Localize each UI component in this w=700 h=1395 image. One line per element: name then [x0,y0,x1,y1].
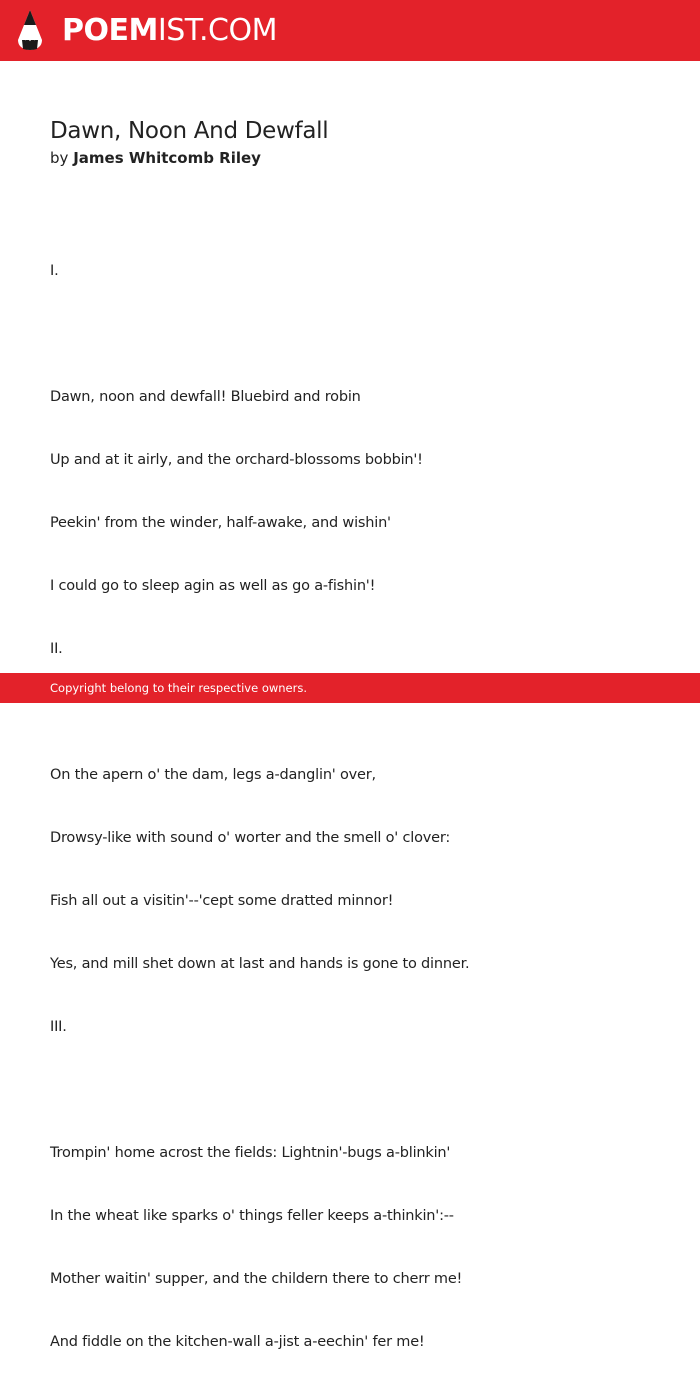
site-header [0,0,700,61]
pencil-tip-icon[interactable] [17,9,43,51]
site-footer [0,673,700,703]
poem-line: Drowsy-like with sound o' worter and the smell o' clover: [50,830,451,846]
poem-byline [50,147,660,169]
poem-line: Yes, and mill shet down at last and hands is gone to dinner. [50,956,470,972]
poem-line: And fiddle on the kitchen-wall a-jist a-eechin' fer me! [50,1334,425,1350]
logo-bold-text: POEM [62,13,158,48]
poem-line: Dawn, noon and dewfall! Bluebird and robin [50,389,361,405]
poem-line [50,324,660,345]
poem-line: Mother waitin' supper, and the childern there to cherr me! [50,1271,463,1287]
poem-body [50,219,660,1395]
poem-line: Up and at it airly, and the orchard-blossoms bobbin'! [50,452,423,468]
poem-line: Fish all out a visitin'--'cept some dratted minnor! [50,893,394,909]
poem-line: III. [50,1019,67,1035]
site-logo[interactable] [62,13,277,49]
poem-title: Dawn, Noon And Dewfall [50,118,329,144]
poem-author: James Whitcomb Riley [73,149,261,167]
poem-line: On the apern o' the dam, legs a-danglin' over, [50,767,376,783]
logo-light-text: IST.COM [157,13,277,48]
poem-line: Trompin' home acrost the fields: Lightnin'-bugs a-blinkin' [50,1145,451,1161]
poem-line: I. [50,263,59,279]
copyright-text: Copyright belong to their respective owners. [50,681,308,695]
by-label: by [50,149,69,167]
poem-line: II. [50,641,63,657]
poem-line: In the wheat like sparks o' things feller keeps a-thinkin':-- [50,1208,454,1224]
poem-line [50,1080,660,1101]
poem-line: Peekin' from the winder, half-awake, and wishin' [50,515,391,531]
poem-container [50,116,660,1395]
poem-line [50,702,660,723]
poem-line: I could go to sleep agin as well as go a-fishin'! [50,578,376,594]
